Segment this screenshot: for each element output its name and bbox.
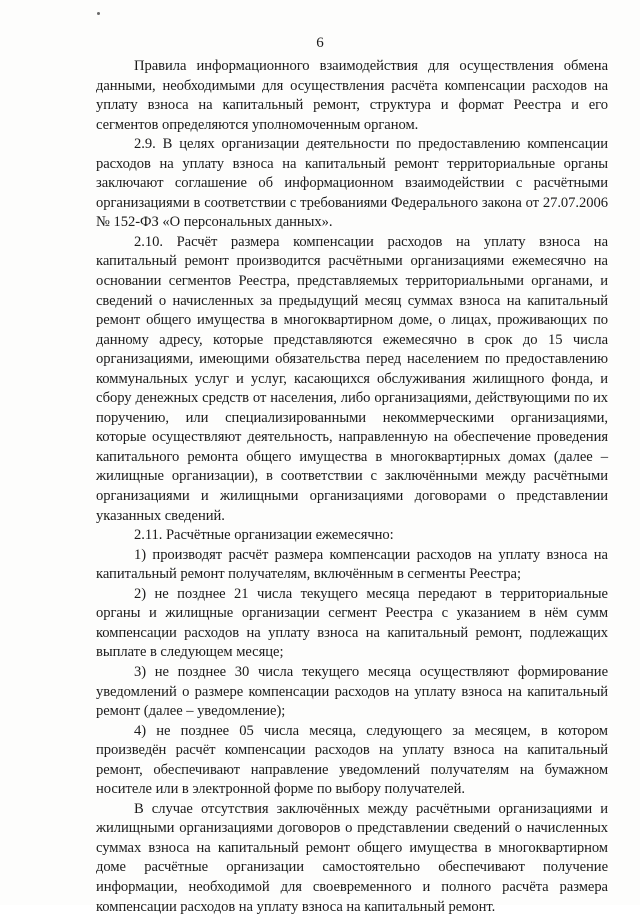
document-body — [96, 57, 608, 917]
paragraph-2-11: 2.11. Расчётные организации ежемесячно: — [134, 527, 394, 544]
list-item-2: 2) не позднее 21 числа текущего месяца передают в территориальные органы и жилищные организации сегмент Реестра с указанием в нём сумм компенсации расходов на уплату взноса на капитальный ремонт, подлежащих выплате в следующем месяце; — [96, 585, 608, 661]
list-item-4: 4) не позднее 05 числа месяца, следующего за месяцем, в котором произведён расчёт компенсации расходов на уплату взноса на капитальный ремонт, обеспечивают направление уведомлений получателям на бумажном носителе или в электронной форме по выбору получателей. — [96, 722, 608, 798]
paragraph-2-10: 2.10. Расчёт размера компенсации расходов на уплату взноса на капитальный ремонт производится расчётными организациями ежемесячно на основании сегментов Реестра, представляемых территориальными органами, и сведений о начисленных за предыдущий месяц суммах взноса на капитальный ремонт общего имущества в многоквартирном доме, о лицах, проживающих по данному адресу, которые представляются ежемесячно в срок до 15 числа организациями, имеющими обязательства перед населением по предоставлению коммунальных услуг и услуг, касающихся обслуживания жилищного фонда, и сбору денежных средств от населения, либо организациями, действующими по их поручению, или специализированными некоммерческими организациями, которые осуществляют деятельность, направленную на обеспечение проведения капитального ремонта общего имущества в многоквартирных домах (далее – жилищные организации), в соответствии с заключёнными между расчётными организациями и жилищными организациями договорами о представлении указанных сведений. — [96, 233, 608, 524]
page-number: 6 — [316, 35, 324, 51]
paragraph-regulation-rules: Правила информационного взаимодействия для осуществления обмена данными, необходимыми для осуществления расчёта компенсации расходов на уплату взноса на капитальный ремонт, структура и формат Реестра и его сегментов определяются уполномоченным органом. — [96, 58, 608, 133]
list-item-3: 3) не позднее 30 числа текущего месяца осуществляют формирование уведомлений о размере компенсации расходов на уплату взноса на капитальный ремонт (далее – уведомление); — [96, 663, 608, 720]
paragraph-2-9: 2.9. В целях организации деятельности по предоставлению компенсации расходов на уплату взноса на капитальный ремонт территориальные органы заключают соглашение об информационном взаимодействии с расчётными организациями в соответствии с требованиями Федерального закона от 27.07.2006 № 152-ФЗ «О персональных данных». — [96, 136, 608, 231]
list-item-1: 1) производят расчёт размера компенсации расходов на уплату взноса на капитальный ремонт получателям, включённым в сегменты Реестра; — [96, 546, 608, 583]
paragraph-no-contract-case: В случае отсутствия заключённых между расчётными организациями и жилищными организациями договоров о представлении сведений о начисленных суммах взноса на капитальный ремонт общего имущества в многоквартирном доме расчётные организации самостоятельно обеспечивают получение информации, необходимой для своевременного и полного расчёта размера компенсации расходов на уплату взноса на капитальный ремонт. — [96, 800, 608, 915]
scan-speck — [97, 12, 100, 15]
